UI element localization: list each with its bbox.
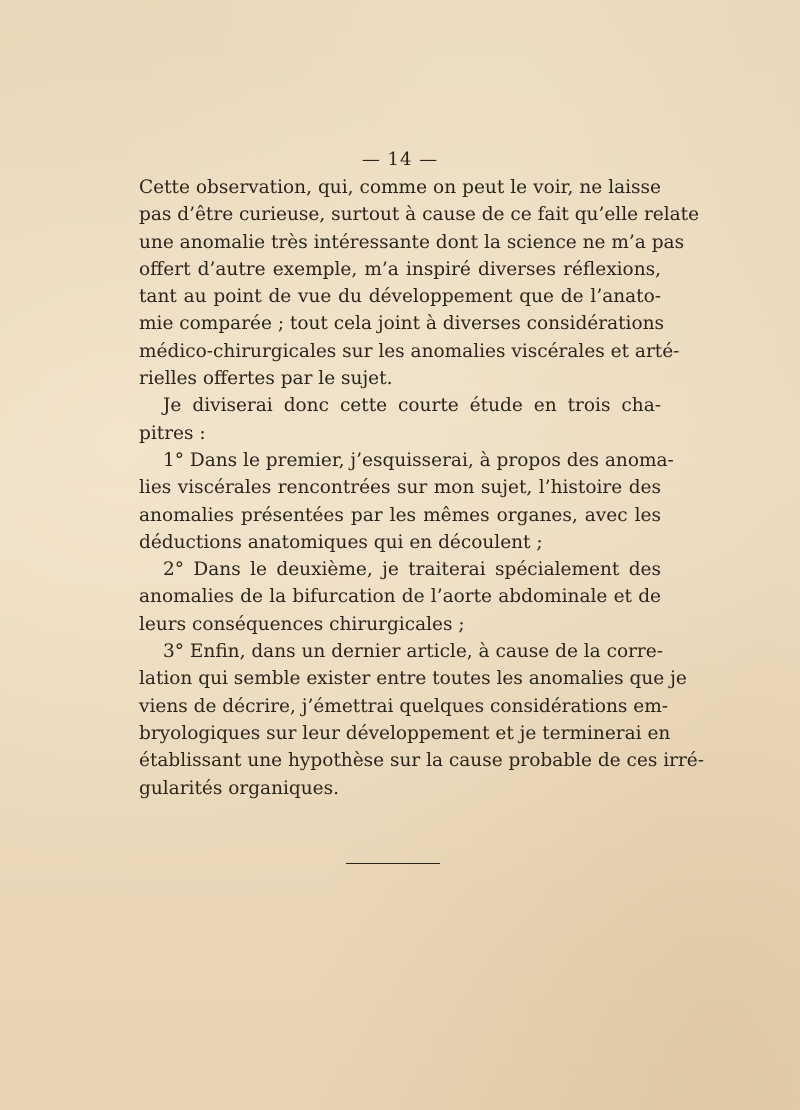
- text-line: déductions anatomiques qui en découlent ;: [139, 531, 543, 553]
- body-text: [139, 174, 704, 802]
- text-line: viens de décrire, j’émettrai quelques considérations em-: [139, 695, 669, 717]
- text-line: anomalies présentées par les mêmes organes, avec les: [139, 504, 661, 526]
- text-line: pas d’être curieuse, surtout à cause de ce fait qu’elle relate: [139, 204, 700, 226]
- section-divider: [346, 863, 440, 864]
- text-line: médico-chirurgicales sur les anomalies viscérales et arté-: [139, 340, 680, 362]
- text-line: 3° Enfin, dans un dernier article, à cause de la corre-: [163, 641, 663, 663]
- text-line: établissant une hypothèse sur la cause probable de ces irré-: [139, 750, 704, 772]
- text-line: gularités organiques.: [139, 777, 339, 799]
- text-line: rielles offertes par le sujet.: [139, 368, 393, 390]
- text-line: leurs conséquences chirurgicales ;: [139, 613, 465, 635]
- page-number: — 14 —: [361, 149, 439, 170]
- text-line: 1° Dans le premier, j’esquisserai, à propos des anoma-: [163, 449, 674, 471]
- text-line: anomalies de la bifurcation de l’aorte abdominale et de: [139, 586, 661, 608]
- text-line: lation qui semble exister entre toutes les anomalies que je: [139, 668, 687, 690]
- text-line: Cette observation, qui, comme on peut le voir, ne laisse: [139, 177, 661, 198]
- text-line: une anomalie très intéressante dont la science ne m’a pas: [139, 231, 685, 253]
- text-line: Je diviserai donc cette courte étude en trois cha-: [163, 395, 661, 417]
- text-line: 2° Dans le deuxième, je traiterai spécialement des: [163, 559, 661, 581]
- text-line: mie comparée ; tout cela joint à diverses considérations: [139, 313, 665, 335]
- text-line: bryologiques sur leur développement et je terminerai en: [139, 722, 671, 744]
- text-line: offert d’autre exemple, m’a inspiré diverses réflexions,: [139, 258, 661, 280]
- text-line: lies viscérales rencontrées sur mon sujet, l’histoire des: [139, 477, 661, 499]
- text-line: pitres :: [139, 422, 206, 444]
- text-line: tant au point de vue du développement que de l’anato-: [139, 286, 661, 308]
